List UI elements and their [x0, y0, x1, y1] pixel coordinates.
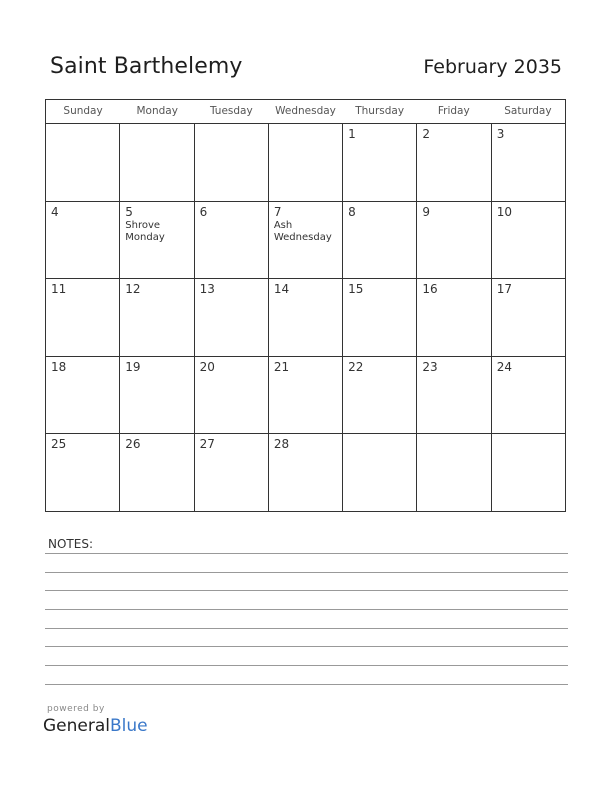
dow-sunday: Sunday [63, 105, 103, 117]
day-cell [492, 434, 565, 511]
day-number: 10 [496, 204, 512, 219]
day-number: 21 [273, 359, 290, 374]
dow-saturday: Saturday [504, 105, 552, 117]
day-cell [120, 434, 194, 511]
week-row [46, 434, 565, 511]
day-cell [120, 279, 194, 356]
notes-line [45, 572, 568, 573]
day-number: 11 [51, 282, 67, 297]
day-number: 23 [422, 359, 438, 374]
dow-friday: Friday [437, 105, 470, 117]
day-number: 17 [496, 282, 512, 297]
day-cell [120, 124, 194, 201]
holiday-label: Shrove Monday [125, 219, 165, 243]
dow-monday: Monday [136, 105, 178, 117]
day-number: 13 [199, 282, 215, 297]
day-number: 9 [422, 204, 431, 219]
day-number: 22 [348, 359, 364, 374]
day-number: 24 [496, 359, 512, 374]
day-cell [195, 202, 269, 279]
day-cell [492, 279, 565, 356]
calendar-grid [45, 99, 566, 512]
day-number: 20 [199, 359, 215, 374]
day-cell [46, 434, 120, 511]
notes-line [45, 684, 568, 685]
dow-tuesday: Tuesday [209, 105, 253, 117]
day-cell [417, 357, 491, 434]
day-number: 6 [199, 204, 208, 219]
day-number: 16 [422, 282, 438, 297]
day-cell [417, 434, 491, 511]
week-row [46, 279, 565, 357]
day-cell [46, 202, 120, 279]
day-cell [417, 124, 491, 201]
day-number: 15 [348, 282, 364, 297]
notes-line [45, 665, 568, 666]
week-row [46, 357, 565, 435]
day-cell [120, 202, 194, 279]
day-cell [492, 124, 565, 201]
calendar-weeks [46, 124, 565, 511]
day-cell [195, 434, 269, 511]
brand-general: General [43, 716, 110, 736]
day-number: 14 [273, 282, 290, 297]
day-number: 26 [125, 437, 141, 452]
day-number: 25 [51, 437, 67, 452]
day-number: 19 [125, 359, 141, 374]
day-number: 4 [51, 204, 59, 219]
day-number: 27 [199, 437, 215, 452]
day-number: 7 [273, 204, 282, 219]
day-cell [343, 124, 417, 201]
notes-line [45, 609, 568, 610]
brand-blue: Blue [110, 716, 148, 736]
day-number: 5 [125, 204, 133, 219]
holiday-label: Ash Wednesday [273, 219, 332, 243]
page-title: Saint Barthelemy [50, 54, 243, 79]
dow-thursday: Thursday [355, 105, 405, 117]
generalblue-logo [43, 716, 148, 736]
day-cell [46, 279, 120, 356]
day-number: 3 [496, 127, 505, 141]
day-cell [343, 202, 417, 279]
dow-wednesday: Wednesday [275, 105, 336, 117]
day-cell [269, 434, 343, 511]
day-cell [195, 279, 269, 356]
week-row [46, 202, 565, 280]
notes-line [45, 628, 568, 629]
day-number: 8 [348, 204, 356, 219]
day-cell [343, 279, 417, 356]
day-number: 28 [273, 437, 290, 452]
notes-line [45, 553, 568, 554]
week-row [46, 124, 565, 202]
day-cell [269, 124, 343, 201]
day-cell [269, 279, 343, 356]
day-cell [195, 357, 269, 434]
day-cell [269, 202, 343, 279]
day-of-week-header [46, 100, 565, 124]
notes-label: NOTES: [48, 537, 93, 551]
day-cell [46, 124, 120, 201]
notes-line [45, 646, 568, 647]
notes-line [45, 590, 568, 591]
day-number: 18 [51, 359, 67, 374]
day-cell [417, 279, 491, 356]
day-cell [120, 357, 194, 434]
day-cell [343, 357, 417, 434]
day-number: 2 [422, 127, 431, 141]
month-year-title: February 2035 [423, 56, 562, 78]
day-cell [492, 357, 565, 434]
day-number: 12 [125, 282, 141, 297]
day-cell [46, 357, 120, 434]
day-cell [269, 357, 343, 434]
day-cell [343, 434, 417, 511]
day-number: 1 [348, 127, 356, 141]
powered-by-text: powered by [47, 704, 105, 714]
day-cell [195, 124, 269, 201]
day-cell [492, 202, 565, 279]
day-cell [417, 202, 491, 279]
